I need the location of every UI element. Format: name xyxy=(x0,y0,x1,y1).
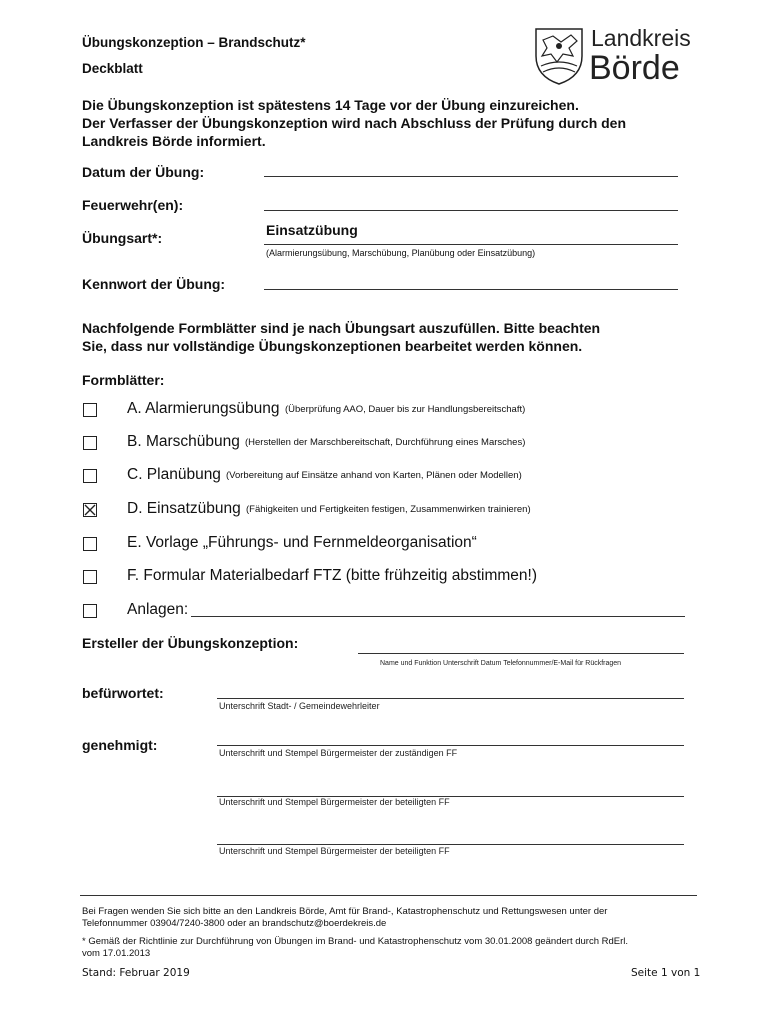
anlagen-field[interactable] xyxy=(191,616,685,617)
intro-line-2: Der Verfasser der Übungskonzeption wird nach Abschluss der Prüfung durch den xyxy=(82,115,627,131)
footer-page-number: Seite 1 von 1 xyxy=(631,967,701,979)
formblatt-item-alarmierungsuebung xyxy=(82,402,692,422)
footer-divider xyxy=(80,895,697,896)
uebungsart-hint: (Alarmierungsübung, Marschübung, Planübung oder Einsatzübung) xyxy=(266,248,536,258)
feuerwehr-label: Feuerwehr(en): xyxy=(82,197,184,213)
formblatt-label: E. Vorlage „Führungs- und Fernmeldeorganisation“ xyxy=(127,534,477,551)
intro-line-1: Die Übungskonzeption ist spätestens 14 Tage vor der Übung einzureichen. xyxy=(82,97,579,113)
formblatt-label: A. Alarmierungsübung xyxy=(127,400,280,417)
checkbox-planuebung[interactable] xyxy=(83,469,97,483)
formblatt-item-einsatzuebung xyxy=(82,502,692,522)
formblatt-item-formular-materialbedarf xyxy=(82,569,692,589)
document-title: Übungskonzeption – Brandschutz* xyxy=(82,35,306,50)
ersteller-label: Ersteller der Übungskonzeption: xyxy=(82,635,299,651)
uebungsart-label: Übungsart*: xyxy=(82,230,163,246)
genehmigt-hint-3: Unterschrift und Stempel Bürgermeister der beteiligten FF xyxy=(219,846,450,856)
formblatt-label: B. Marschübung xyxy=(127,433,240,450)
befuerwortet-label: befürwortet: xyxy=(82,685,164,701)
formblatt-note: (Überprüfung AAO, Dauer bis zur Handlungsbereitschaft) xyxy=(285,404,526,415)
footer-note-line-2: vom 17.01.2013 xyxy=(82,948,151,959)
footer-contact-line-2: Telefonnummer 03904/7240-3800 oder an brandschutz@boerdekreis.de xyxy=(82,918,387,929)
formblatt-label: D. Einsatzübung xyxy=(127,500,241,517)
footer-note-line-1: * Gemäß der Richtlinie zur Durchführung von Übungen im Brand- und Katastrophenschutz vom 30.01.2008 geändert durch RdErl. xyxy=(82,936,629,947)
formblatt-label: C. Planübung xyxy=(127,466,221,483)
logo-text-landkreis: Landkreis xyxy=(591,25,691,51)
feuerwehr-field[interactable] xyxy=(264,210,678,211)
genehmigt-signature-line-1[interactable] xyxy=(217,745,684,746)
formblatt-item-anlagen xyxy=(82,603,692,623)
document-subtitle: Deckblatt xyxy=(82,61,143,76)
genehmigt-label: genehmigt: xyxy=(82,737,158,753)
datum-label: Datum der Übung: xyxy=(82,164,205,180)
checkbox-einsatzuebung[interactable] xyxy=(83,503,97,517)
genehmigt-hint-1: Unterschrift und Stempel Bürgermeister der zuständigen FF xyxy=(219,748,458,758)
checkbox-formular-materialbedarf[interactable] xyxy=(83,570,97,584)
checkmark-x-icon xyxy=(83,503,97,517)
kennwort-label: Kennwort der Übung: xyxy=(82,276,226,292)
intro-line-3: Landkreis Börde informiert. xyxy=(82,133,266,149)
coat-of-arms-icon xyxy=(533,26,585,86)
formblatt-item-marschuebung xyxy=(82,435,692,455)
formblatt-item-vorlage-fuehrung xyxy=(82,536,692,556)
formblatt-item-planuebung xyxy=(82,468,692,488)
footer-stand: Stand: Februar 2019 xyxy=(82,967,190,979)
notice-line-1: Nachfolgende Formblätter sind je nach Übungsart auszufüllen. Bitte beachten xyxy=(82,320,601,336)
befuerwortet-hint: Unterschrift Stadt- / Gemeindewehrleiter xyxy=(219,701,380,711)
genehmigt-hint-2: Unterschrift und Stempel Bürgermeister der beteiligten FF xyxy=(219,797,450,807)
formblatt-label: F. Formular Materialbedarf FTZ (bitte frühzeitig abstimmen!) xyxy=(127,567,538,584)
datum-field[interactable] xyxy=(264,176,678,177)
formblatt-label: Anlagen: xyxy=(127,601,189,618)
checkbox-anlagen[interactable] xyxy=(83,604,97,618)
formblatt-note: (Herstellen der Marschbereitschaft, Durchführung eines Marsches) xyxy=(245,437,526,448)
checkbox-vorlage-fuehrung[interactable] xyxy=(83,537,97,551)
ersteller-signature-line[interactable] xyxy=(358,653,684,654)
landkreis-boerde-logo xyxy=(533,26,693,88)
logo-text-boerde: Börde xyxy=(589,49,680,87)
formblatt-note: (Vorbereitung auf Einsätze anhand von Karten, Plänen oder Modellen) xyxy=(226,470,522,481)
formblaetter-heading: Formblätter: xyxy=(82,372,165,388)
kennwort-field[interactable] xyxy=(264,289,678,290)
formblatt-note: (Fähigkeiten und Fertigkeiten festigen, Zusammenwirken trainieren) xyxy=(246,504,531,515)
befuerwortet-signature-line[interactable] xyxy=(217,698,684,699)
ersteller-hint: Name und Funktion Unterschrift Datum Telefonnummer/E-Mail für Rückfragen xyxy=(380,660,622,667)
genehmigt-signature-line-3[interactable] xyxy=(217,844,684,845)
checkbox-marschuebung[interactable] xyxy=(83,436,97,450)
notice-line-2: Sie, dass nur vollständige Übungskonzeptionen bearbeitet werden können. xyxy=(82,338,583,354)
uebungsart-value: Einsatzübung xyxy=(266,222,358,238)
uebungsart-field[interactable] xyxy=(264,244,678,245)
footer-contact-line-1: Bei Fragen wenden Sie sich bitte an den Landkreis Börde, Amt für Brand-, Katastrophenschutz und Rettungswesen unter der xyxy=(82,906,608,917)
checkbox-alarmierungsuebung[interactable] xyxy=(83,403,97,417)
